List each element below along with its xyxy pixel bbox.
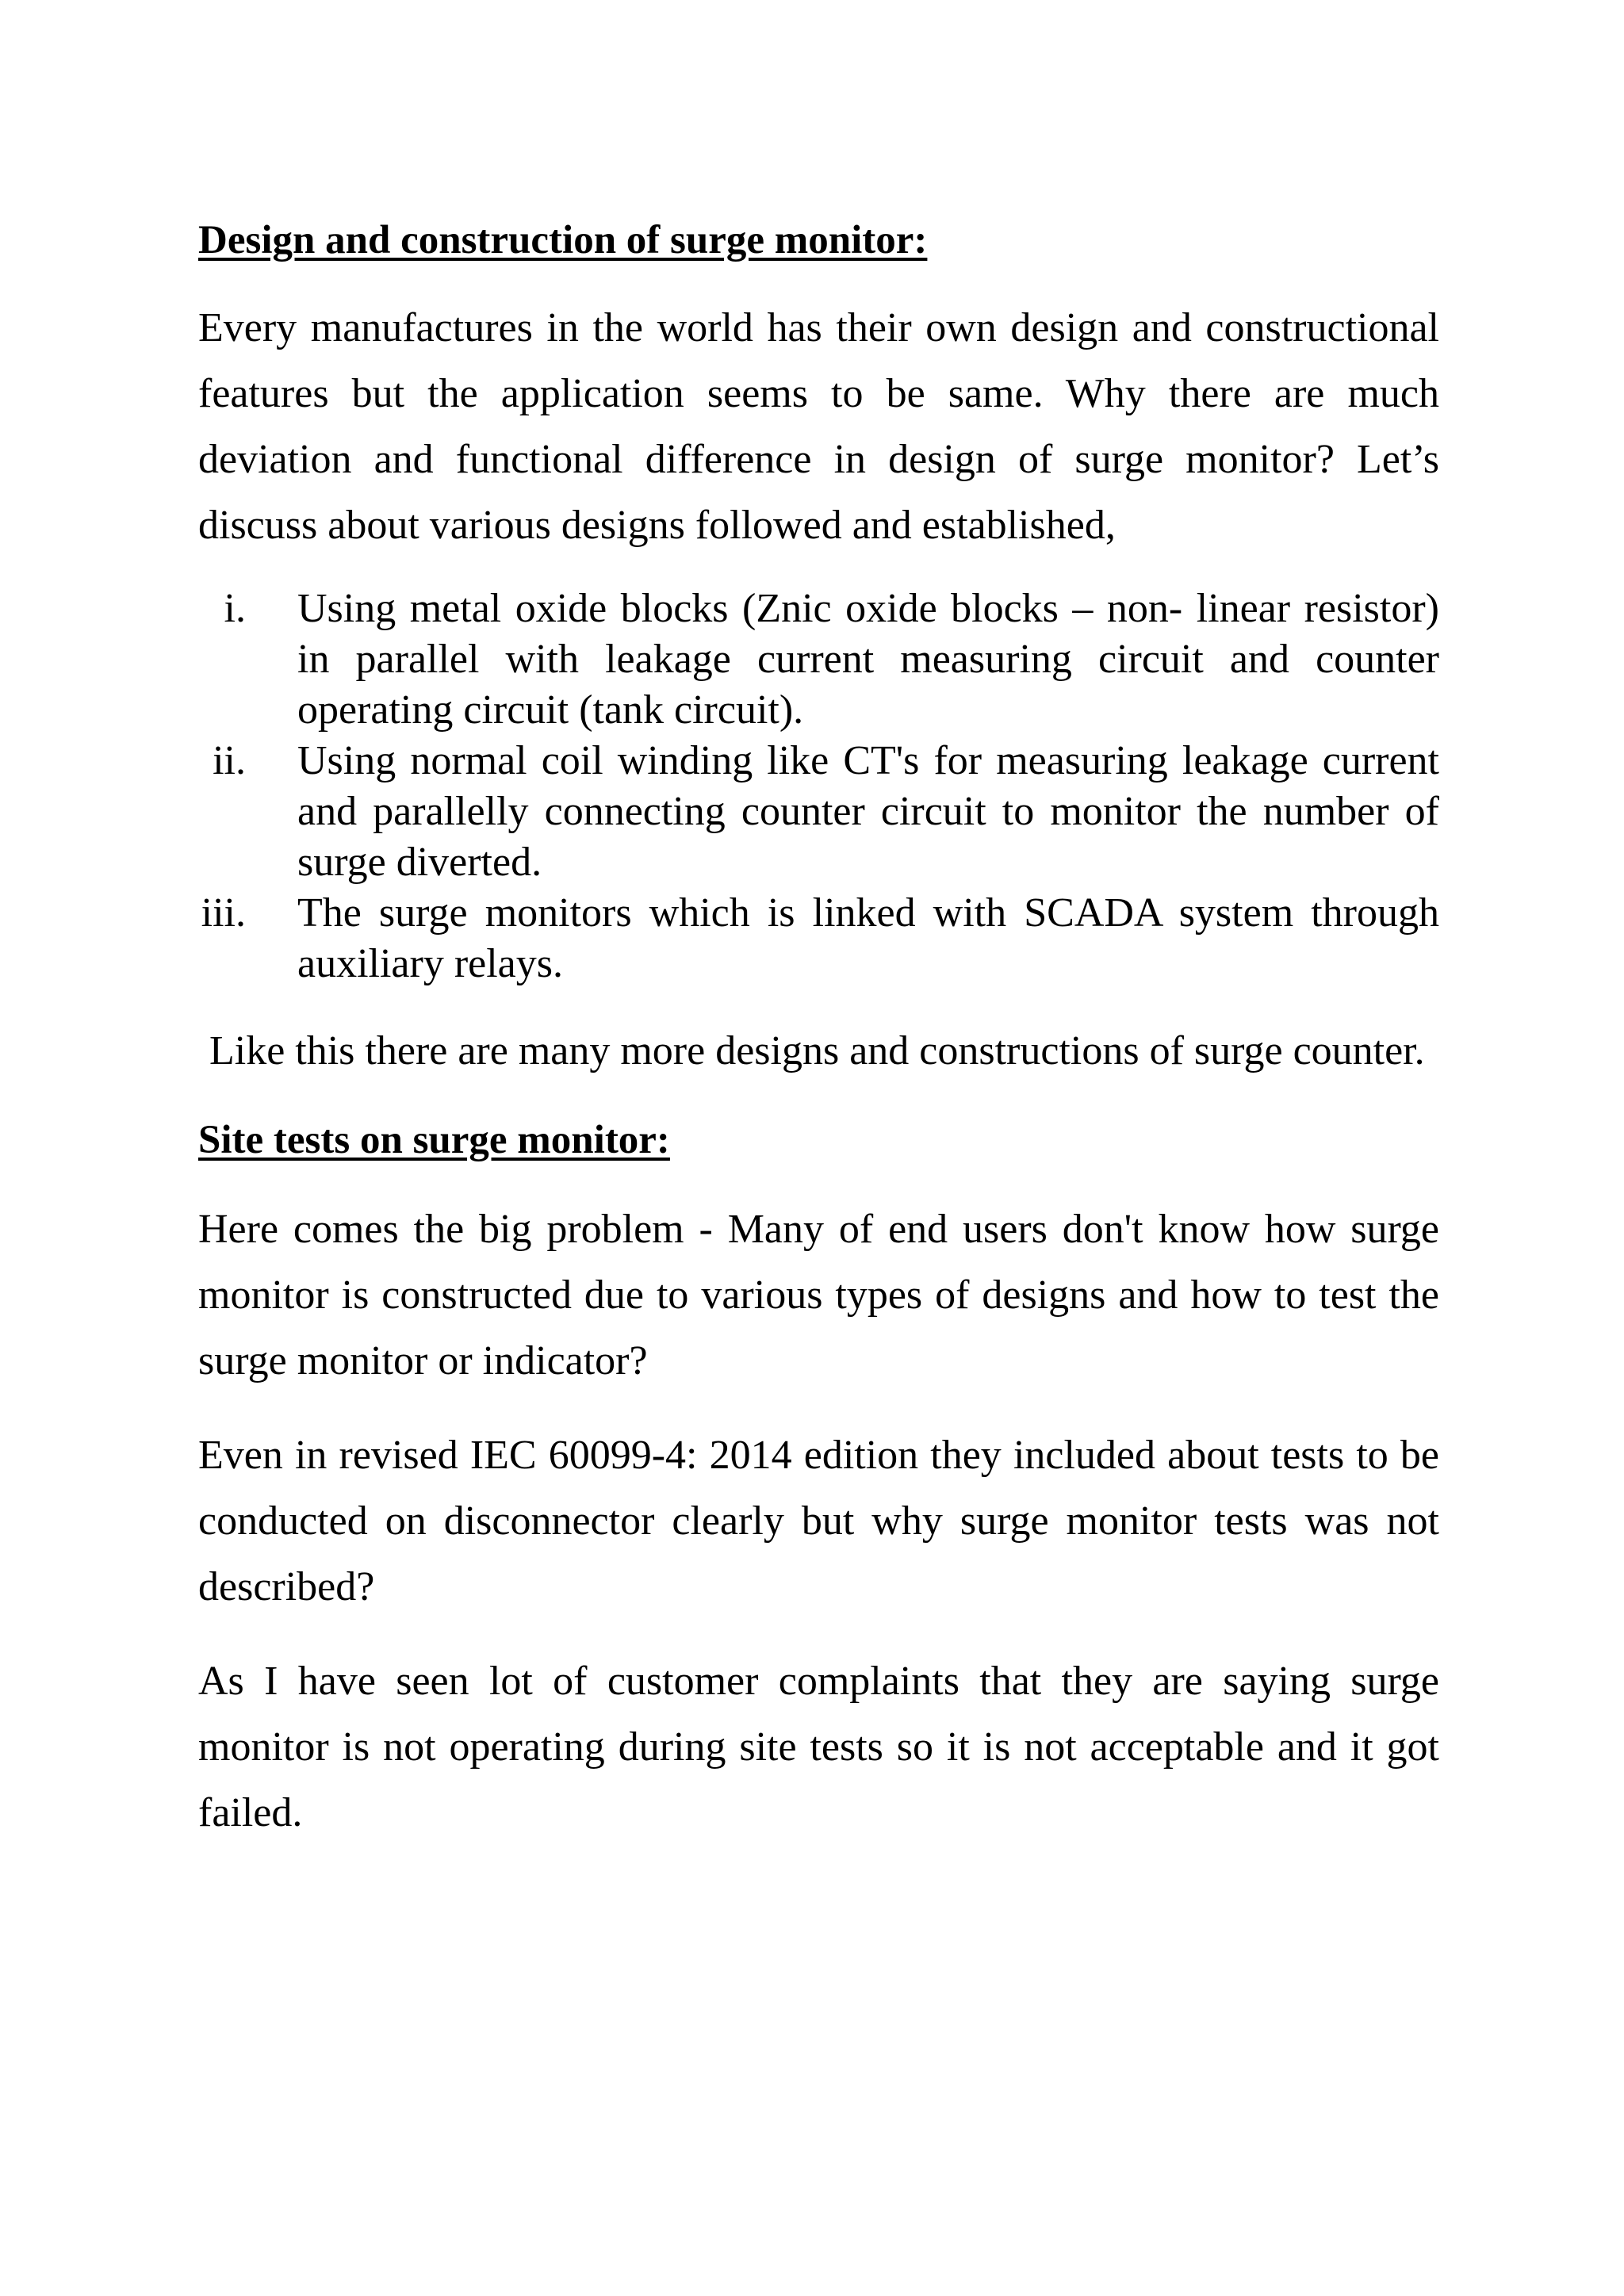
list-item-number: iii.	[201, 890, 246, 936]
design-list	[198, 584, 1439, 989]
list-item-text: Using metal oxide blocks (Znic oxide blocks – non- linear resistor) in parallel with leakage current measuring circuit and counter operating circuit (tank circuit).	[297, 586, 1439, 733]
list-item-number: i.	[224, 586, 246, 631]
list-item-text: The surge monitors which is linked with SCADA system through auxiliary relays.	[297, 890, 1439, 986]
section-heading-site-tests: Site tests on surge monitor:	[198, 1118, 670, 1162]
list-item	[198, 736, 1439, 888]
paragraph-iec-standard: Even in revised IEC 60099-4: 2014 edition they included about tests to be conducted on disconnector clearly but why surge monitor tests was not described?	[198, 1433, 1439, 1609]
section-heading-design: Design and construction of surge monitor:	[198, 218, 928, 262]
paragraph-complaints: As I have seen lot of customer complaints that they are saying surge monitor is not operating during site tests so it is not acceptable and it got failed.	[198, 1659, 1439, 1835]
list-item-number: ii.	[213, 738, 246, 783]
list-item-text: Using normal coil winding like CT's for measuring leakage current and parallelly connecting counter circuit to monitor the number of surge diverted.	[297, 738, 1439, 885]
list-item	[198, 888, 1439, 989]
paragraph-closing: Like this there are many more designs and constructions of surge counter.	[209, 1028, 1425, 1073]
document-page	[198, 216, 1439, 1846]
paragraph-problem: Here comes the big problem - Many of end users don't know how surge monitor is constructed due to various types of designs and how to test the surge monitor or indicator?	[198, 1207, 1439, 1383]
list-item	[198, 584, 1439, 736]
paragraph-intro: Every manufactures in the world has their own design and constructional features but the application seems to be same. Why there are much deviation and functional difference in design of surge monitor? Let’s discuss about various designs followed and established,	[198, 305, 1439, 548]
